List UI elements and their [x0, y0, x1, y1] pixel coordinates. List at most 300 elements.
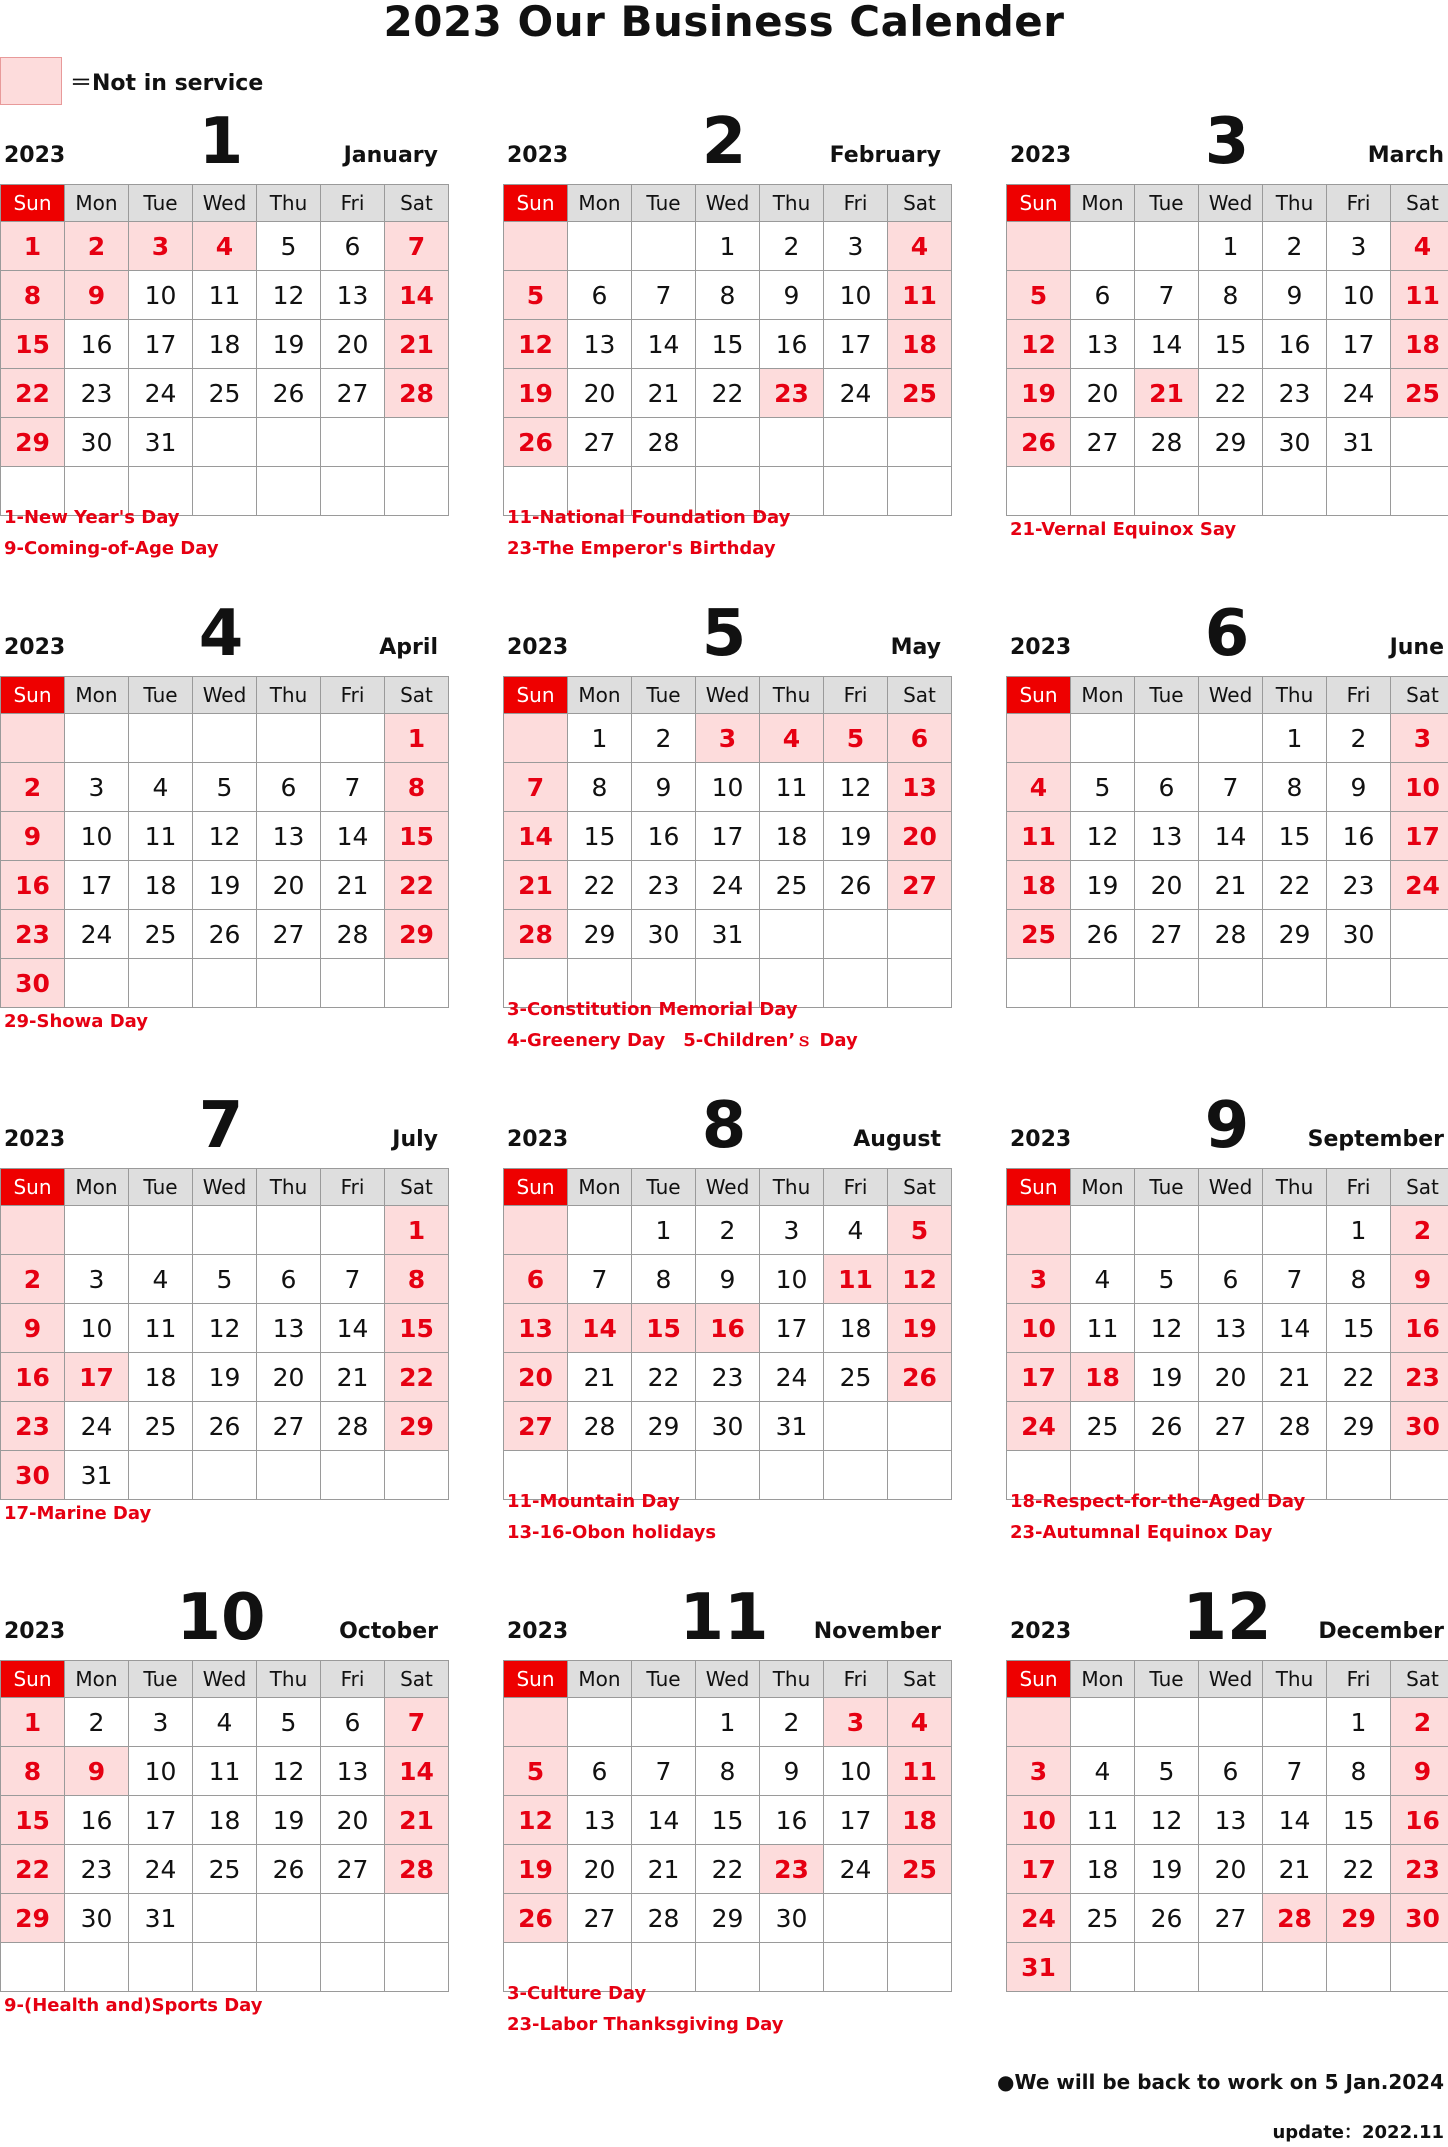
day-cell: 2: [1391, 1698, 1448, 1747]
day-cell: 10: [760, 1255, 824, 1304]
week-row: [1007, 1894, 1448, 1943]
day-cell: 2: [1, 763, 65, 812]
day-cell: 28: [1263, 1894, 1327, 1943]
month-table: [0, 1168, 449, 1500]
empty-day-cell: [1007, 714, 1071, 763]
weekday-header: Mon: [1071, 677, 1135, 714]
day-cell: 8: [696, 1747, 760, 1796]
day-cell: 7: [1199, 763, 1263, 812]
day-cell: 4: [193, 1698, 257, 1747]
weekday-header: Fri: [321, 677, 385, 714]
empty-day-cell: [1391, 467, 1448, 516]
day-cell: 11: [193, 1747, 257, 1796]
empty-day-cell: [888, 1943, 952, 1992]
day-cell: 28: [321, 1402, 385, 1451]
month-header: [1006, 106, 1448, 178]
day-cell: 4: [193, 222, 257, 271]
month-calendar: [503, 597, 945, 1051]
empty-day-cell: [1135, 959, 1199, 1008]
day-cell: 2: [1, 1255, 65, 1304]
month-name: July: [392, 1127, 438, 1152]
day-cell: 29: [1327, 1402, 1391, 1451]
weekday-header-row: [504, 677, 952, 714]
day-cell: 11: [1071, 1796, 1135, 1845]
empty-day-cell: [385, 1943, 449, 1992]
day-cell: 20: [1199, 1353, 1263, 1402]
day-cell: 21: [632, 1845, 696, 1894]
day-cell: 13: [321, 271, 385, 320]
weekday-header: Sun: [1007, 677, 1071, 714]
day-cell: 14: [568, 1304, 632, 1353]
day-cell: 14: [632, 320, 696, 369]
day-cell: 2: [65, 1698, 129, 1747]
week-row: [1, 1353, 449, 1402]
weekday-header: Wed: [1199, 1169, 1263, 1206]
day-cell: 7: [321, 1255, 385, 1304]
day-cell: 9: [696, 1255, 760, 1304]
weekday-header: Wed: [193, 677, 257, 714]
day-cell: 10: [1007, 1796, 1071, 1845]
week-row: [504, 1894, 952, 1943]
day-cell: 15: [385, 812, 449, 861]
day-cell: 9: [1, 1304, 65, 1353]
weekday-header-row: [504, 1169, 952, 1206]
day-cell: 2: [760, 222, 824, 271]
weekday-header: Wed: [696, 185, 760, 222]
day-cell: 29: [1, 1894, 65, 1943]
day-cell: 25: [129, 1402, 193, 1451]
day-cell: 29: [1263, 910, 1327, 959]
day-cell: 14: [1135, 320, 1199, 369]
month-table: [503, 676, 952, 1008]
day-cell: 24: [1327, 369, 1391, 418]
weekday-header: Sat: [1391, 677, 1448, 714]
day-cell: 1: [1327, 1206, 1391, 1255]
day-cell: 12: [824, 763, 888, 812]
empty-day-cell: [888, 418, 952, 467]
day-cell: 9: [1327, 763, 1391, 812]
week-row: [1, 1206, 449, 1255]
week-row: [1007, 910, 1448, 959]
month-table: [1006, 676, 1448, 1008]
day-cell: 17: [129, 320, 193, 369]
day-cell: 5: [1071, 763, 1135, 812]
empty-day-cell: [1263, 1698, 1327, 1747]
empty-day-cell: [1, 1943, 65, 1992]
holiday-notes: [4, 1498, 151, 1529]
month-name: September: [1307, 1127, 1444, 1152]
month-table: [1006, 1660, 1448, 1992]
empty-day-cell: [257, 1894, 321, 1943]
day-cell: 4: [888, 1698, 952, 1747]
day-cell: 27: [1199, 1402, 1263, 1451]
holiday-notes: [507, 1978, 783, 2040]
month-name: January: [343, 143, 438, 168]
weekday-header: Thu: [760, 185, 824, 222]
empty-day-cell: [632, 1698, 696, 1747]
empty-day-cell: [65, 1206, 129, 1255]
weekday-header-row: [504, 1661, 952, 1698]
day-cell: 8: [1199, 271, 1263, 320]
day-cell: 11: [129, 1304, 193, 1353]
holiday-note: 29-Showa Day: [4, 1011, 148, 1032]
holiday-note: 18-Respect-for-the-Aged Day: [1010, 1491, 1306, 1512]
day-cell: 17: [129, 1796, 193, 1845]
empty-day-cell: [1199, 467, 1263, 516]
day-cell: 14: [1263, 1796, 1327, 1845]
empty-day-cell: [824, 1894, 888, 1943]
day-cell: 16: [760, 1796, 824, 1845]
day-cell: 21: [321, 1353, 385, 1402]
day-cell: 30: [1, 1451, 65, 1500]
week-row: [1007, 1206, 1448, 1255]
empty-day-cell: [1391, 959, 1448, 1008]
day-cell: 1: [1, 222, 65, 271]
month-header: [503, 1090, 945, 1162]
week-row: [1, 1894, 449, 1943]
week-row: [1, 1402, 449, 1451]
day-cell: 22: [696, 369, 760, 418]
day-cell: 19: [257, 320, 321, 369]
empty-day-cell: [1199, 1206, 1263, 1255]
empty-day-cell: [193, 418, 257, 467]
weekday-header: Sun: [504, 1661, 568, 1698]
day-cell: 21: [1199, 861, 1263, 910]
day-cell: 25: [1071, 1894, 1135, 1943]
day-cell: 18: [1071, 1845, 1135, 1894]
week-row: [504, 1353, 952, 1402]
weekday-header-row: [1007, 185, 1448, 222]
day-cell: 10: [824, 271, 888, 320]
day-cell: 30: [1263, 418, 1327, 467]
day-cell: 18: [760, 812, 824, 861]
weekday-header: Fri: [1327, 185, 1391, 222]
day-cell: 11: [1391, 271, 1448, 320]
day-cell: 18: [1071, 1353, 1135, 1402]
weekday-header: Fri: [1327, 1169, 1391, 1206]
day-cell: 8: [1, 271, 65, 320]
holiday-note: 3-Constitution Memorial Day: [507, 999, 798, 1020]
day-cell: 21: [1263, 1353, 1327, 1402]
weekday-header: Tue: [129, 677, 193, 714]
legend-label: ＝Not in service: [70, 70, 264, 96]
day-cell: 16: [1, 1353, 65, 1402]
weekday-header: Sat: [385, 1169, 449, 1206]
empty-day-cell: [1199, 1943, 1263, 1992]
day-cell: 17: [696, 812, 760, 861]
day-cell: 6: [1071, 271, 1135, 320]
day-cell: 18: [129, 1353, 193, 1402]
week-row: [1, 763, 449, 812]
empty-day-cell: [1071, 467, 1135, 516]
day-cell: 24: [65, 1402, 129, 1451]
day-cell: 1: [1199, 222, 1263, 271]
weekday-header: Fri: [1327, 677, 1391, 714]
day-cell: 8: [385, 1255, 449, 1304]
weekday-header: Tue: [1135, 1169, 1199, 1206]
day-cell: 31: [129, 418, 193, 467]
day-cell: 4: [760, 714, 824, 763]
day-cell: 28: [1135, 418, 1199, 467]
day-cell: 17: [824, 320, 888, 369]
month-year: 2023: [4, 635, 66, 660]
holiday-note: 9-Coming-of-Age Day: [4, 538, 219, 559]
holiday-note: 11-Mountain Day: [507, 1491, 680, 1512]
month-header: [1006, 598, 1448, 670]
weekday-header: Sat: [385, 1661, 449, 1698]
day-cell: 29: [385, 910, 449, 959]
month-year: 2023: [1010, 143, 1072, 168]
day-cell: 8: [1327, 1255, 1391, 1304]
weekday-header: Tue: [129, 185, 193, 222]
empty-day-cell: [1199, 959, 1263, 1008]
week-row: [504, 763, 952, 812]
day-cell: 10: [696, 763, 760, 812]
day-cell: 12: [504, 1796, 568, 1845]
week-row: [504, 320, 952, 369]
day-cell: 27: [1071, 418, 1135, 467]
day-cell: 26: [1007, 418, 1071, 467]
weekday-header: Sun: [504, 185, 568, 222]
day-cell: 9: [1391, 1747, 1448, 1796]
day-cell: 5: [257, 1698, 321, 1747]
empty-day-cell: [824, 1402, 888, 1451]
day-cell: 6: [888, 714, 952, 763]
day-cell: 7: [632, 271, 696, 320]
weekday-header: Fri: [321, 1661, 385, 1698]
day-cell: 10: [129, 1747, 193, 1796]
day-cell: 17: [1391, 812, 1448, 861]
day-cell: 1: [1, 1698, 65, 1747]
day-cell: 21: [568, 1353, 632, 1402]
weekday-header: Wed: [1199, 185, 1263, 222]
day-cell: 9: [1263, 271, 1327, 320]
week-row: [504, 1304, 952, 1353]
month-table: [0, 676, 449, 1008]
holiday-notes: [1010, 514, 1236, 545]
day-cell: 1: [696, 222, 760, 271]
day-cell: 28: [504, 910, 568, 959]
day-cell: 6: [568, 1747, 632, 1796]
day-cell: 10: [1391, 763, 1448, 812]
week-row: [1, 1304, 449, 1353]
day-cell: 6: [321, 1698, 385, 1747]
day-cell: 19: [193, 861, 257, 910]
day-cell: 15: [1327, 1304, 1391, 1353]
day-cell: 17: [65, 1353, 129, 1402]
weekday-header-row: [1007, 1169, 1448, 1206]
day-cell: 29: [568, 910, 632, 959]
weekday-header: Fri: [824, 185, 888, 222]
month-name: November: [813, 1619, 941, 1644]
week-row: [1007, 222, 1448, 271]
weekday-header: Sat: [385, 677, 449, 714]
day-cell: 11: [824, 1255, 888, 1304]
month-name: March: [1367, 143, 1444, 168]
month-number: 9: [1204, 1089, 1250, 1163]
return-to-work-notice: ●We will be back to work on 5 Jan.2024: [997, 2070, 1444, 2094]
day-cell: 21: [385, 320, 449, 369]
day-cell: 7: [568, 1255, 632, 1304]
weekday-header: Wed: [193, 1169, 257, 1206]
empty-day-cell: [1, 1206, 65, 1255]
day-cell: 20: [257, 1353, 321, 1402]
empty-day-cell: [1135, 1206, 1199, 1255]
day-cell: 2: [696, 1206, 760, 1255]
day-cell: 4: [888, 222, 952, 271]
day-cell: 8: [1, 1747, 65, 1796]
weekday-header: Thu: [257, 185, 321, 222]
weekday-header: Sun: [1007, 1169, 1071, 1206]
day-cell: 23: [696, 1353, 760, 1402]
day-cell: 7: [1263, 1255, 1327, 1304]
day-cell: 19: [193, 1353, 257, 1402]
day-cell: 22: [632, 1353, 696, 1402]
day-cell: 14: [632, 1796, 696, 1845]
weekday-header: Sat: [888, 677, 952, 714]
weekday-header: Thu: [1263, 1169, 1327, 1206]
week-row: [1, 714, 449, 763]
day-cell: 17: [1327, 320, 1391, 369]
weekday-header: Wed: [1199, 1661, 1263, 1698]
week-row: [504, 418, 952, 467]
empty-day-cell: [1071, 959, 1135, 1008]
day-cell: 27: [1135, 910, 1199, 959]
day-cell: 23: [1263, 369, 1327, 418]
weekday-header: Thu: [1263, 677, 1327, 714]
empty-day-cell: [1327, 1943, 1391, 1992]
holiday-note: 13-16-Obon holidays: [507, 1522, 717, 1543]
weekday-header: Thu: [1263, 1661, 1327, 1698]
day-cell: 11: [760, 763, 824, 812]
weekday-header: Mon: [65, 1661, 129, 1698]
week-row: [1, 1255, 449, 1304]
weekday-header: Mon: [568, 677, 632, 714]
day-cell: 14: [1263, 1304, 1327, 1353]
day-cell: 18: [193, 1796, 257, 1845]
day-cell: 30: [632, 910, 696, 959]
day-cell: 6: [568, 271, 632, 320]
month-header: [503, 598, 945, 670]
day-cell: 22: [1199, 369, 1263, 418]
week-row: [1, 861, 449, 910]
weekday-header: Wed: [696, 677, 760, 714]
day-cell: 22: [568, 861, 632, 910]
holiday-notes: [4, 1006, 148, 1037]
weekday-header: Tue: [1135, 677, 1199, 714]
month-name: August: [853, 1127, 941, 1152]
day-cell: 26: [257, 369, 321, 418]
day-cell: 11: [129, 812, 193, 861]
month-number: 3: [1204, 105, 1250, 179]
day-cell: 12: [888, 1255, 952, 1304]
weekday-header: Thu: [257, 677, 321, 714]
day-cell: 20: [321, 1796, 385, 1845]
day-cell: 3: [696, 714, 760, 763]
empty-day-cell: [1071, 714, 1135, 763]
day-cell: 15: [1, 320, 65, 369]
weekday-header-row: [1, 185, 449, 222]
weekday-header: Fri: [824, 1661, 888, 1698]
day-cell: 30: [1391, 1402, 1448, 1451]
day-cell: 28: [385, 369, 449, 418]
weekday-header: Tue: [632, 1169, 696, 1206]
month-table: [503, 1660, 952, 1992]
day-cell: 14: [385, 271, 449, 320]
week-row: [1007, 959, 1448, 1008]
day-cell: 19: [888, 1304, 952, 1353]
day-cell: 14: [321, 812, 385, 861]
day-cell: 20: [1071, 369, 1135, 418]
day-cell: 11: [1071, 1304, 1135, 1353]
day-cell: 6: [504, 1255, 568, 1304]
day-cell: 2: [1391, 1206, 1448, 1255]
day-cell: 24: [696, 861, 760, 910]
empty-day-cell: [257, 1943, 321, 1992]
day-cell: 25: [888, 1845, 952, 1894]
day-cell: 14: [504, 812, 568, 861]
day-cell: 9: [760, 271, 824, 320]
day-cell: 24: [1391, 861, 1448, 910]
day-cell: 4: [129, 1255, 193, 1304]
day-cell: 10: [1007, 1304, 1071, 1353]
weekday-header: Mon: [568, 185, 632, 222]
weekday-header-row: [1, 677, 449, 714]
day-cell: 20: [504, 1353, 568, 1402]
empty-day-cell: [1007, 1206, 1071, 1255]
weekday-header: Sat: [888, 1169, 952, 1206]
day-cell: 26: [504, 1894, 568, 1943]
day-cell: 10: [1327, 271, 1391, 320]
day-cell: 18: [824, 1304, 888, 1353]
day-cell: 19: [257, 1796, 321, 1845]
empty-day-cell: [65, 714, 129, 763]
day-cell: 19: [504, 369, 568, 418]
day-cell: 28: [385, 1845, 449, 1894]
day-cell: 24: [1007, 1894, 1071, 1943]
day-cell: 13: [1071, 320, 1135, 369]
day-cell: 30: [65, 1894, 129, 1943]
empty-day-cell: [65, 959, 129, 1008]
weekday-header: Sun: [1, 1661, 65, 1698]
empty-day-cell: [193, 1206, 257, 1255]
empty-day-cell: [760, 418, 824, 467]
weekday-header: Thu: [760, 1661, 824, 1698]
week-row: [1007, 1304, 1448, 1353]
empty-day-cell: [888, 959, 952, 1008]
weekday-header: Sat: [888, 1661, 952, 1698]
day-cell: 31: [1007, 1943, 1071, 1992]
weekday-header: Sat: [1391, 1661, 1448, 1698]
month-calendar: [503, 1581, 945, 2035]
day-cell: 10: [65, 812, 129, 861]
weekday-header: Sat: [888, 185, 952, 222]
day-cell: 16: [632, 812, 696, 861]
day-cell: 16: [65, 320, 129, 369]
weekday-header: Sun: [504, 1169, 568, 1206]
month-header: [503, 1582, 945, 1654]
day-cell: 13: [1199, 1796, 1263, 1845]
weekday-header: Thu: [1263, 185, 1327, 222]
empty-day-cell: [1263, 959, 1327, 1008]
day-cell: 24: [65, 910, 129, 959]
day-cell: 1: [1263, 714, 1327, 763]
day-cell: 30: [1, 959, 65, 1008]
day-cell: 11: [888, 1747, 952, 1796]
weekday-header: Fri: [824, 1169, 888, 1206]
day-cell: 5: [888, 1206, 952, 1255]
empty-day-cell: [1071, 1206, 1135, 1255]
